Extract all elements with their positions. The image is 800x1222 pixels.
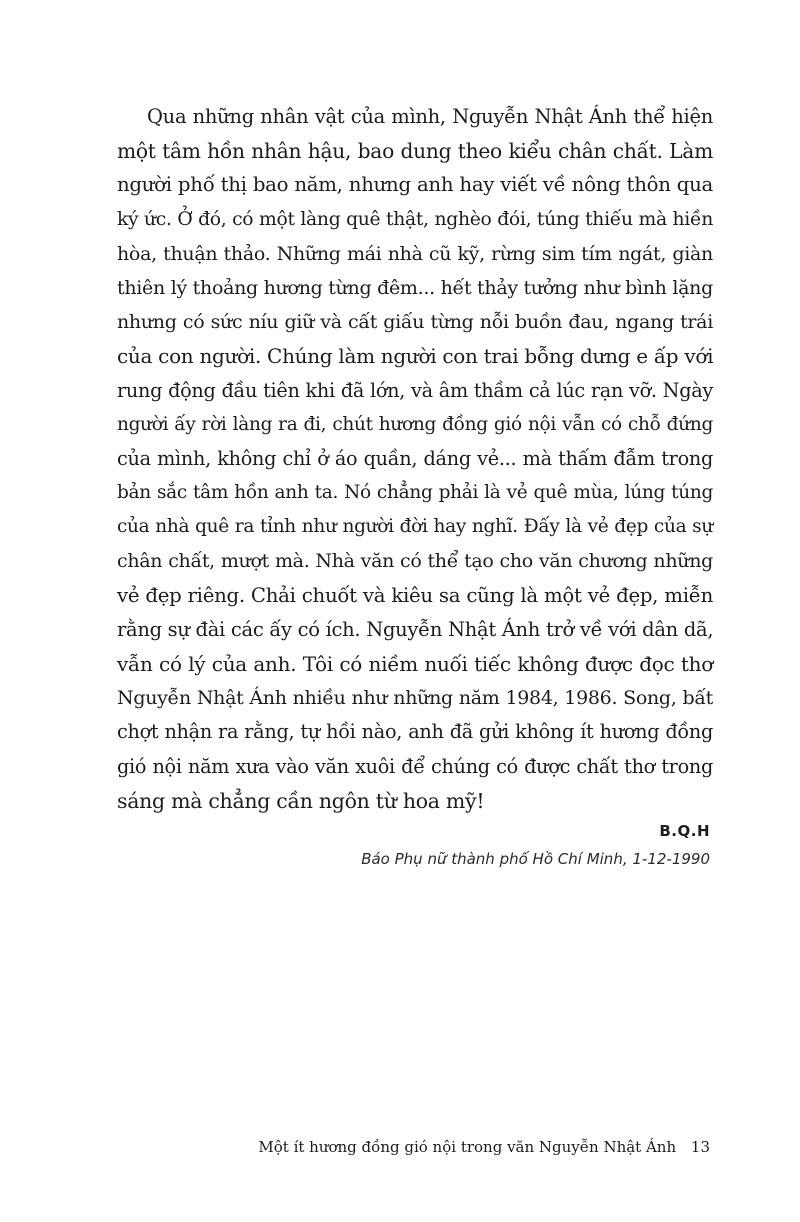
page-number: 13: [690, 1138, 710, 1156]
paragraph-line: người ấy rời làng ra đi, chút hương đồng gió nội vẫn có chỗ đứng: [117, 413, 713, 435]
paragraph-line: sáng mà chẳng cần ngôn từ hoa mỹ!: [117, 788, 485, 813]
paragraph-line: vẻ đẹp riêng. Chải chuốt và kiêu sa cũng là một vẻ đẹp, miễn: [117, 583, 713, 607]
paragraph-line: Nguyễn Nhật Ánh nhiều như những năm 1984, 1986. Song, bất: [117, 687, 713, 710]
paragraph-line: gió nội năm xưa vào văn xuôi để chúng có được chất thơ trong: [117, 754, 713, 778]
paragraph-line: của mình, không chỉ ở áo quần, dáng vẻ... mà thấm đẫm trong: [117, 446, 713, 470]
paragraph-line: vẫn có lý của anh. Tôi có niềm nuối tiếc không được đọc thơ: [117, 652, 713, 676]
paragraph-line: bản sắc tâm hồn anh ta. Nó chẳng phải là vẻ quê mùa, lúng túng: [117, 482, 713, 504]
source-citation: Báo Phụ nữ thành phố Hồ Chí Minh, 1-12-1990: [361, 850, 710, 868]
author-signature: B.Q.H: [659, 822, 710, 840]
paragraph-line: rằng sự đài các ấy có ích. Nguyễn Nhật Ánh trở về với dân dã,: [117, 617, 714, 641]
page-footer: [258, 1138, 710, 1156]
paragraph-line: thiên lý thoảng hương từng đêm... hết thảy tưởng như bình lặng: [117, 276, 713, 299]
paragraph-line: rung động đầu tiên khi đã lớn, và âm thầm cả lúc rạn vỡ. Ngày: [117, 378, 713, 402]
paragraph-line: người phố thị bao năm, nhưng anh hay viết về nông thôn qua: [117, 173, 713, 197]
paragraph-line: Qua những nhân vật của mình, Nguyễn Nhật Ánh thể hiện: [147, 105, 713, 128]
paragraph-line: chân chất, mượt mà. Nhà văn có thể tạo cho văn chương những: [117, 550, 713, 573]
running-title: Một ít hương đồng gió nội trong văn Nguyễn Nhật Ánh: [258, 1138, 677, 1156]
paragraph-line: nhưng có sức níu giữ và cất giấu từng nỗi buồn đau, ngang trái: [117, 311, 713, 334]
paragraph-line: của con người. Chúng làm người con trai bỗng dưng e ấp với: [117, 344, 714, 369]
paragraph-line: hòa, thuận thảo. Những mái nhà cũ kỹ, rừng sim tím ngát, giàn: [117, 242, 713, 265]
paragraph-line: chợt nhận ra rằng, tự hồi nào, anh đã gửi không ít hương đồng: [117, 720, 713, 744]
paragraph-line: một tâm hồn nhân hậu, bao dung theo kiểu chân chất. Làm: [117, 139, 713, 164]
paragraph-line: ký ức. Ở đó, có một làng quê thật, nghèo đói, túng thiếu mà hiền: [117, 208, 713, 230]
paragraph-line: của nhà quê ra tỉnh như người đời hay nghĩ. Đấy là vẻ đẹp của sự: [117, 516, 713, 538]
body-paragraph: [117, 100, 713, 818]
